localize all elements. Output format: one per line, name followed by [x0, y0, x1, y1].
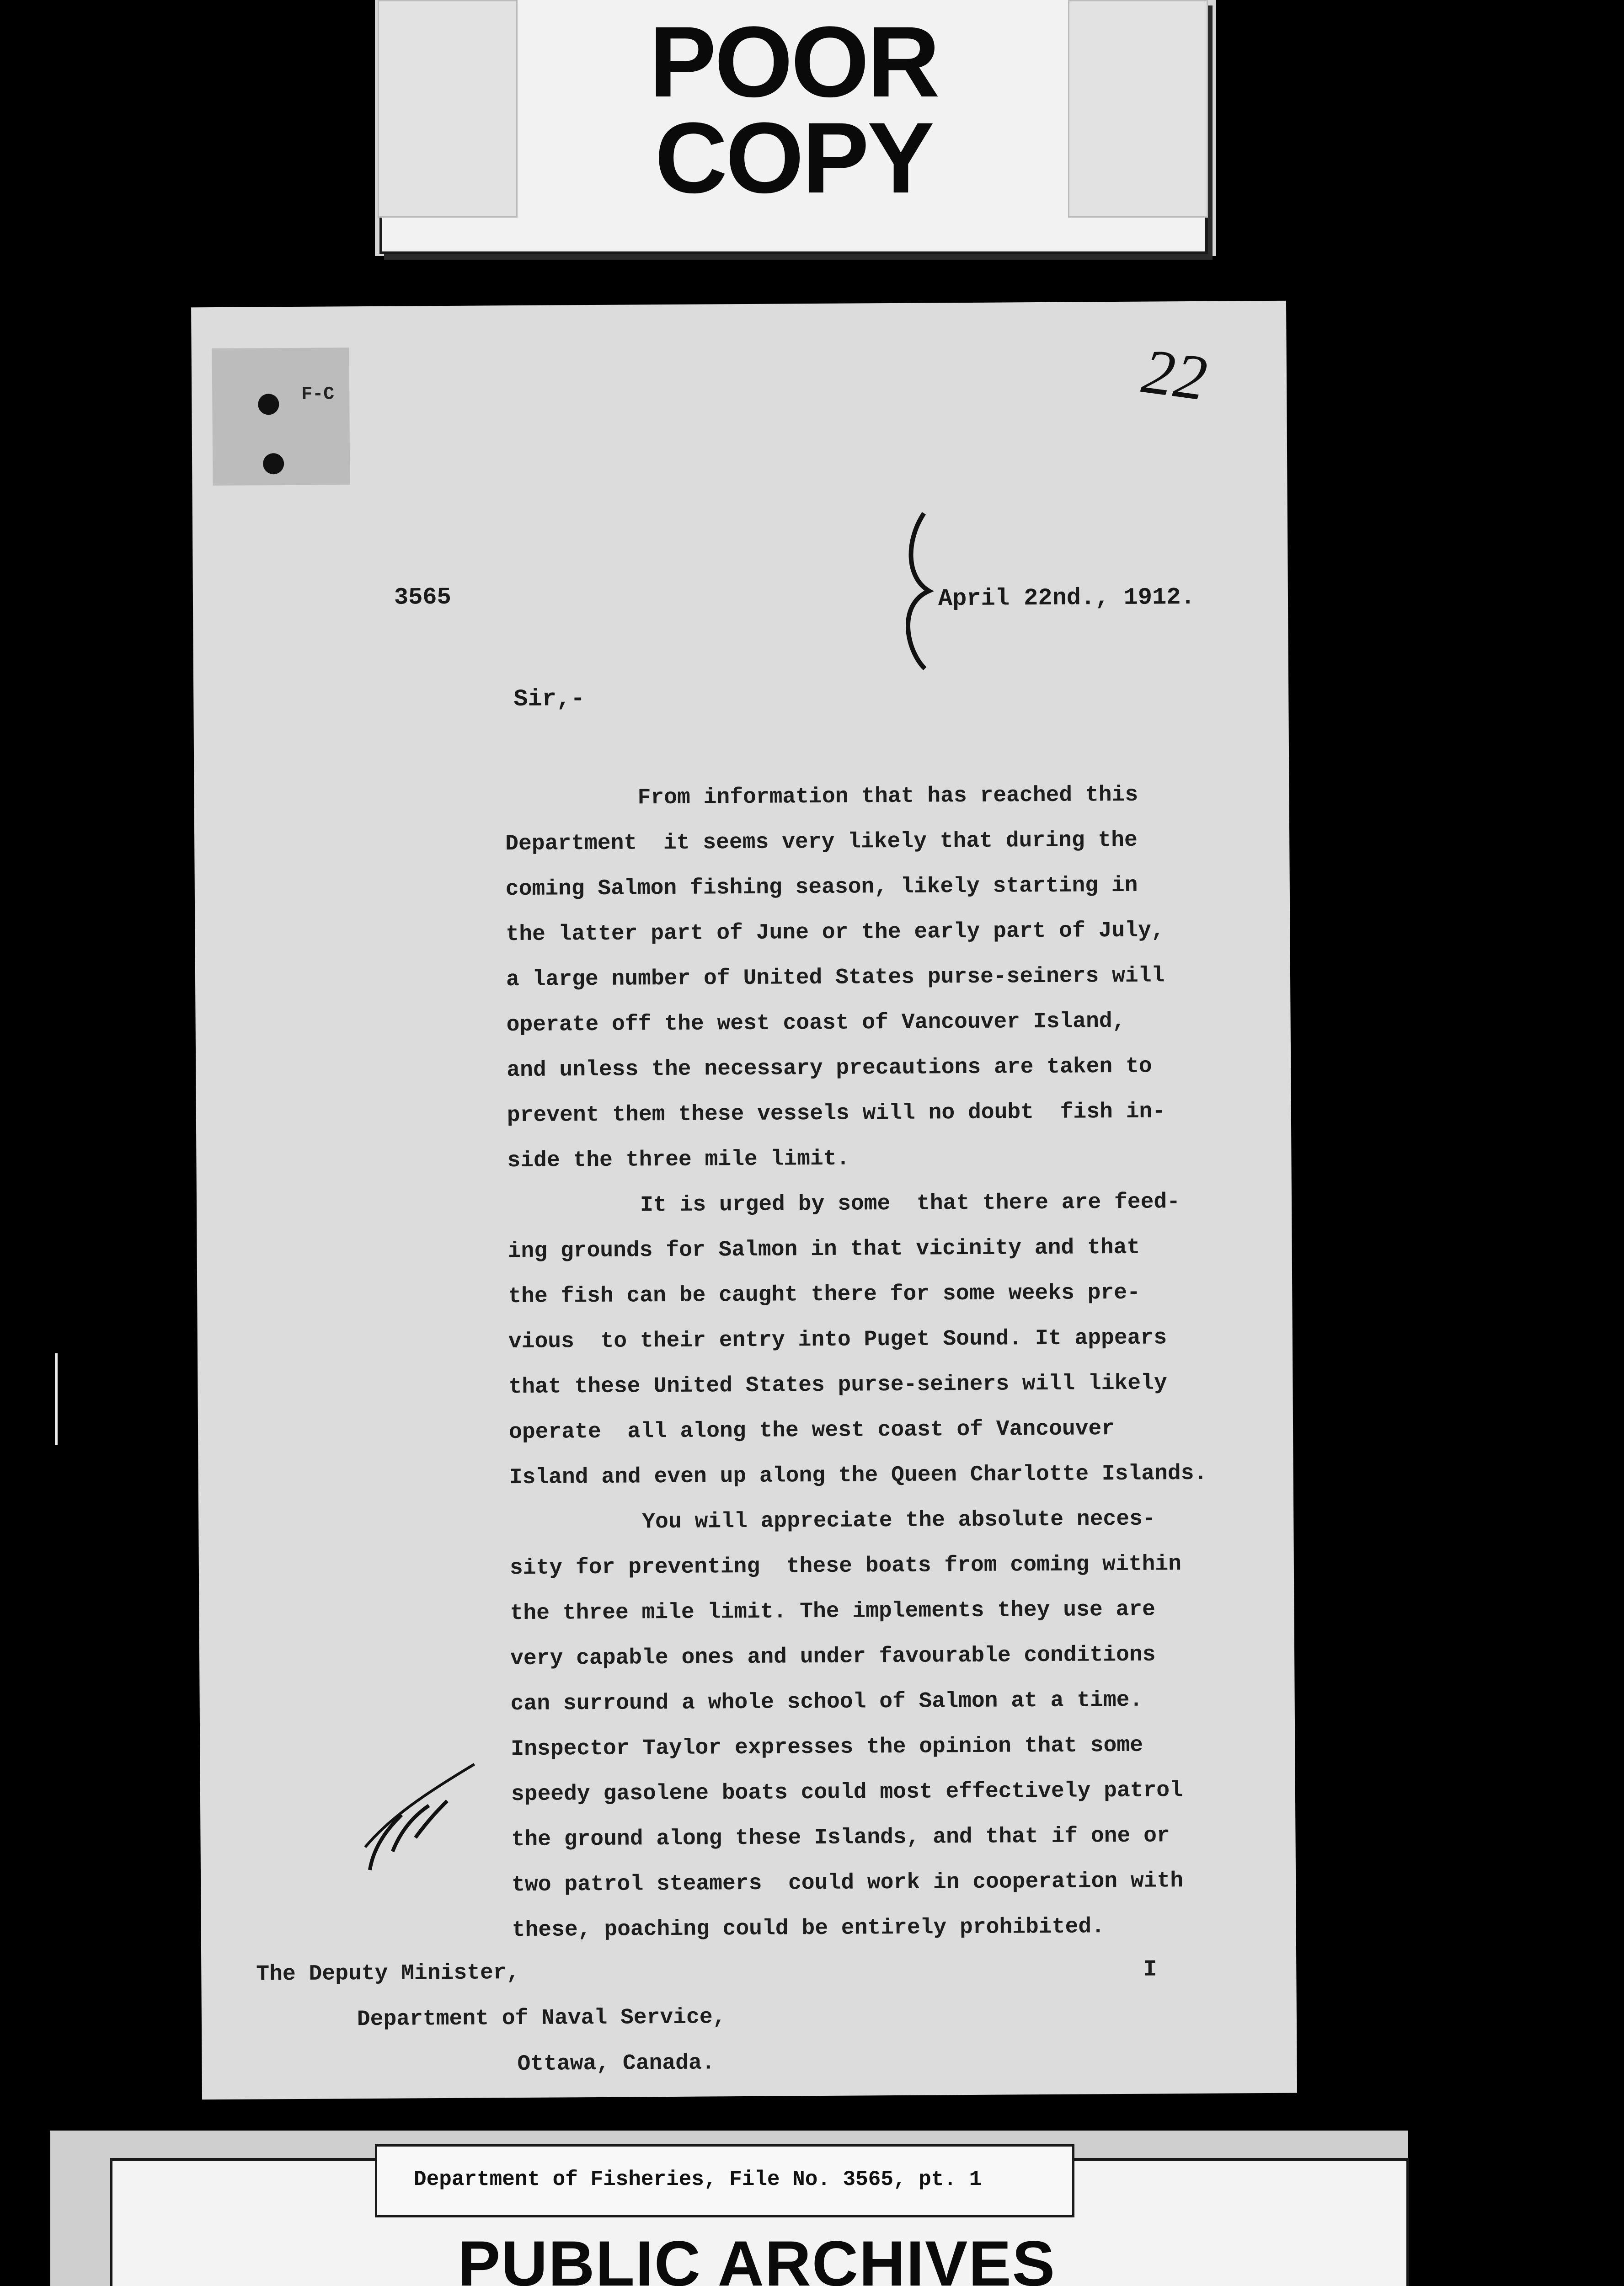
letter-line: operate off the west coast of Vancouver Island, [506, 1009, 1126, 1038]
folio-number: 22 [1138, 335, 1211, 414]
letter-line: coming Salmon fishing season, likely starting in [505, 873, 1138, 902]
letter-line: can surround a whole school of Salmon at a time. [510, 1688, 1143, 1717]
letter-line: speedy gasolene boats could most effectively patrol [511, 1778, 1183, 1807]
letter-line: ing grounds for Salmon in that vicinity and that [508, 1235, 1140, 1264]
letter-line: vious to their entry into Puget Sound. It appears [508, 1325, 1167, 1355]
addressee-line2: Department of Naval Service, [357, 2005, 726, 2032]
letter-line: and unless the necessary precautions are taken to [507, 1054, 1152, 1083]
letter-line: side the three mile limit. [507, 1146, 850, 1174]
poor-copy-card [379, 0, 1208, 254]
addressee-line3: Ottawa, Canada. [517, 2051, 715, 2077]
letter-line: the ground along these Islands, and that if one or [511, 1823, 1170, 1853]
letter-line: Department it seems very likely that during the [505, 828, 1138, 857]
letter-line: two patrol steamers could work in cooperation with [511, 1869, 1184, 1898]
poor-copy-stamp [382, 5, 1205, 214]
letter-line: a large number of United States purse-seiners will [506, 963, 1165, 993]
letter-line: It is urged by some that there are feed- [640, 1190, 1181, 1218]
letter-line: sity for preventing these boats from coming within [509, 1552, 1182, 1581]
corner-mark: F-C [301, 384, 335, 405]
file-label-text: Department of Fisheries, File No. 3565, pt. 1 [414, 2168, 982, 2191]
letter-body [505, 772, 1248, 1953]
letter-line: You will appreciate the absolute neces- [642, 1506, 1156, 1535]
letter-line: prevent them these vessels will no doubt fish in- [507, 1099, 1166, 1128]
letter-line: the latter part of June or the early part of July, [506, 918, 1165, 947]
addressee-line1: The Deputy Minister, [256, 1960, 520, 1987]
file-number: 3565 [394, 583, 451, 611]
salutation: Sir,- [513, 685, 585, 713]
letter-line: operate all along the west coast of Vancouver [508, 1416, 1115, 1445]
letter-date: April 22nd., 1912. [938, 583, 1195, 613]
letter-line: Inspector Taylor expresses the opinion that some [511, 1733, 1143, 1762]
page-mark: I [1143, 1956, 1157, 1983]
file-label [375, 2144, 1074, 2217]
handwritten-e-mark [907, 513, 929, 669]
handwritten-initials [369, 1801, 448, 1870]
letter-line: that these United States purse-seiners will likely [508, 1371, 1167, 1400]
letter-line: the fish can be caught there for some weeks pre- [508, 1280, 1141, 1309]
margin-tick [55, 1353, 58, 1445]
letter-line: Island and even up along the Queen Charlotte Islands. [509, 1461, 1207, 1490]
letter-line: these, poaching could be entirely prohibited. [512, 1914, 1105, 1943]
poor-copy-line1: POOR [649, 5, 938, 118]
letter-line: very capable ones and under favourable conditions [510, 1642, 1156, 1672]
poor-copy-line2: COPY [655, 101, 933, 214]
archive-line1: PUBLIC ARCHIVES [457, 2227, 1056, 2286]
letter-line: From information that has reached this [637, 782, 1138, 811]
letter-line: the three mile limit. The implements they use are [510, 1597, 1156, 1626]
letter-page [191, 301, 1297, 2100]
